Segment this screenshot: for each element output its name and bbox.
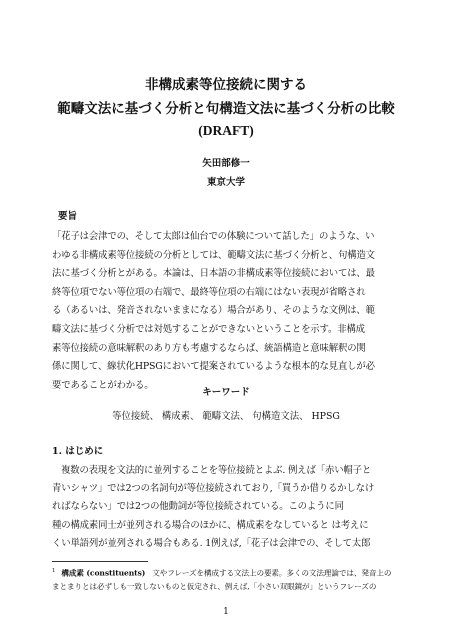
footnote-text: 文やフレーズを構成する文法上の要素。多くの文法理論では、発音上の [152,568,392,578]
abstract-line: わゆる非構成素等位接続の分析としては、範疇文法に基づく分析と、句構造文 [52,249,375,261]
abstract-body [52,228,398,395]
abstract-line: 疇文法に基づく分析では対処することができないということを示す。非構成 [52,323,365,335]
abstract-line: 係に関して、線状化HPSGにおいて提案されているような根本的な見直しが必 [52,361,375,373]
footnote-term: 構成素 (constituents) [61,568,146,578]
abstract-line: 「花子は会津での、そして太郎は仙台での体験について話した」のような、い [52,231,375,242]
abstract-line: 要であることがわかる。 [52,379,154,391]
abstract-line: る（あるいは、発音されないままになる）場合があり、そのような文例は、範 [52,305,375,317]
body-line: ればならない」では2つの他動詞が等位接続されている。このように同 [52,501,344,513]
footnote-line-2: まとまりとは必ずしも一致しないものと仮定され、例えば,「小さい双眼鏡が」というフレーズの [52,581,377,591]
body-line: 青いシャツ」では2つの名詞句が等位接続されており,「買うか借りるかしなけ [52,483,375,495]
body-line: 複数の表現を文法的に並列することを等位接続とよぶ. 例えば「赤い帽子と [61,465,372,476]
abstract-line: 法に基づく分析とがある。本論は、日本語の非構成素等位接続においては、最 [52,268,375,280]
page-number: 1 [223,607,229,617]
title-draft-label: (DRAFT) [198,123,254,138]
keywords-list: 等位接続、 構成素、 範疇文法、 句構造文法、 HPSG [112,411,340,422]
footnote-line-1 [52,565,398,580]
author-affiliation: 東京大学 [206,177,245,188]
title-line-2: 範疇文法に基づく分析と句構造文法に基づく分析の比較 [57,101,395,117]
body-line: くい単語列が並列される場合もある. 1例えば,「花子は会津での、そして太郎 [52,537,371,549]
abstract-line: 終等位項でない等位項の右端で、最終等位項の右端にはない表現が省略され [52,286,366,298]
footnote-divider [52,561,148,562]
section-heading: 1. はじめに [52,446,104,457]
abstract-heading: 要旨 [58,211,78,222]
keywords-heading: キーワード [202,387,250,398]
section-body [52,462,398,553]
body-line: 種の構成素同士が並列される場合のほかに、構成素をなしていると は考えに [52,519,369,531]
author-name: 矢田部修一 [202,158,250,169]
footnote-marker: 1 [52,568,56,574]
title-line-1: 非構成素等位接続に関する [145,77,307,93]
footnote [52,565,398,593]
abstract-line: 素等位接続の意味解釈のあり方も考慮するならば、統語構造と意味解釈の関 [52,342,366,354]
